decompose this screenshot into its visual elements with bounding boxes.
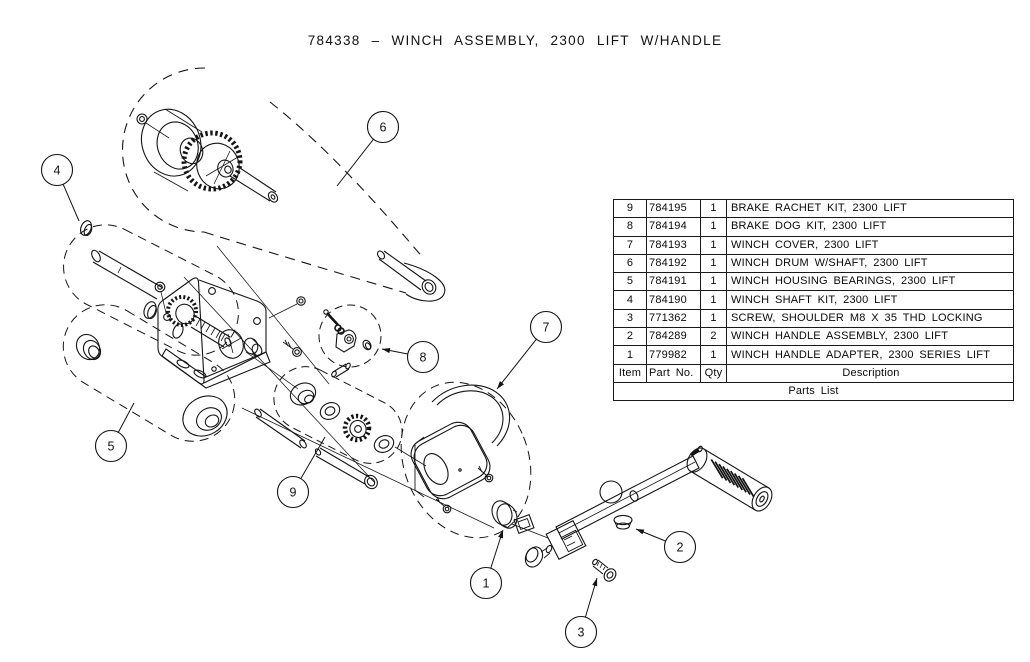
cell-qty: 1 — [701, 309, 727, 327]
cell-qty: 2 — [701, 328, 727, 346]
svg-text:2: 2 — [676, 540, 684, 555]
column-header-description: Description — [727, 364, 1014, 382]
housing-bearings — [48, 289, 251, 457]
winch-cover — [379, 363, 554, 558]
column-header-part-no: Part No. — [647, 364, 701, 382]
cell-qty: 1 — [701, 291, 727, 309]
part-row-9 — [614, 200, 1014, 218]
cell-item: 2 — [614, 328, 647, 346]
winch-drum-gear — [122, 68, 444, 301]
callout-3-balloon — [566, 578, 598, 648]
parts-list-caption: Parts List — [614, 382, 1014, 400]
callout-1-balloon — [471, 530, 504, 599]
winch-shaft-kit — [49, 210, 253, 369]
cell-part-no: 784193 — [647, 236, 701, 254]
callout-8-balloon — [382, 342, 439, 373]
cell-description: WINCH HOUSING BEARINGS, 2300 LIFT — [727, 273, 1014, 291]
parts-list-table — [613, 199, 1014, 401]
svg-text:1: 1 — [482, 576, 490, 591]
callout-6-balloon — [337, 112, 399, 187]
cell-qty: 1 — [701, 200, 727, 218]
cell-description: WINCH HANDLE ASSEMBLY, 2300 LIFT — [727, 328, 1014, 346]
cell-item: 4 — [614, 291, 647, 309]
cell-qty: 1 — [701, 254, 727, 272]
cell-qty: 1 — [701, 346, 727, 364]
brake-ratchet-kit — [263, 356, 413, 475]
cell-part-no: 784195 — [647, 200, 701, 218]
cell-item: 1 — [614, 346, 647, 364]
svg-text:8: 8 — [419, 350, 427, 365]
cell-item: 3 — [614, 309, 647, 327]
cell-part-no: 771362 — [647, 309, 701, 327]
handle-adapter — [489, 498, 534, 533]
assembly-axis-lines — [184, 246, 548, 538]
cell-item: 8 — [614, 218, 647, 236]
part-row-6 — [614, 254, 1014, 272]
cell-qty: 1 — [701, 218, 727, 236]
cell-description: BRAKE DOG KIT, 2300 LIFT — [727, 218, 1014, 236]
callout-balloons — [42, 112, 696, 648]
cell-description: WINCH SHAFT KIT, 2300 LIFT — [727, 291, 1014, 309]
cell-description: WINCH COVER, 2300 LIFT — [727, 236, 1014, 254]
part-row-8 — [614, 218, 1014, 236]
svg-text:7: 7 — [542, 320, 550, 335]
part-row-1 — [614, 346, 1014, 364]
brake-dog-kit — [319, 305, 381, 367]
part-row-2 — [614, 328, 1014, 346]
parts-table-body — [614, 200, 1014, 365]
svg-text:6: 6 — [379, 120, 387, 135]
cell-description: WINCH DRUM W/SHAFT, 2300 LIFT — [727, 254, 1014, 272]
part-row-7 — [614, 236, 1014, 254]
cell-item: 7 — [614, 236, 647, 254]
parts-table-footer-row — [614, 382, 1014, 400]
callout-5-balloon — [96, 403, 135, 462]
part-row-5 — [614, 273, 1014, 291]
cell-item: 9 — [614, 200, 647, 218]
cell-qty: 1 — [701, 236, 727, 254]
svg-text:9: 9 — [289, 485, 297, 500]
parts-table-header-row — [614, 364, 1014, 382]
shoulder-screw — [592, 558, 619, 583]
svg-text:5: 5 — [107, 439, 115, 454]
cell-part-no: 784194 — [647, 218, 701, 236]
cell-part-no: 784190 — [647, 291, 701, 309]
cell-description: SCREW, SHOULDER M8 X 35 THD LOCKING — [727, 309, 1014, 327]
cell-part-no: 784289 — [647, 328, 701, 346]
callout-4-balloon — [42, 155, 80, 222]
cell-description: BRAKE RACHET KIT, 2300 LIFT — [727, 200, 1014, 218]
cell-qty: 1 — [701, 273, 727, 291]
cell-part-no: 784192 — [647, 254, 701, 272]
cell-item: 6 — [614, 254, 647, 272]
callout-2-balloon — [636, 529, 696, 563]
cell-item: 5 — [614, 273, 647, 291]
callout-7-balloon — [497, 312, 562, 390]
part-row-3 — [614, 309, 1014, 327]
column-header-qty: Qty — [701, 364, 727, 382]
page-title: 784338 – WINCH ASSEMBLY, 2300 LIFT W/HANDLE — [307, 33, 723, 48]
handle-assembly — [522, 444, 776, 570]
svg-text:4: 4 — [53, 163, 61, 178]
svg-text:3: 3 — [577, 625, 585, 640]
part-row-4 — [614, 291, 1014, 309]
cell-part-no: 784191 — [647, 273, 701, 291]
cell-part-no: 779982 — [647, 346, 701, 364]
column-header-item: Item — [614, 364, 647, 382]
cell-description: WINCH HANDLE ADAPTER, 2300 SERIES LIFT — [727, 346, 1014, 364]
